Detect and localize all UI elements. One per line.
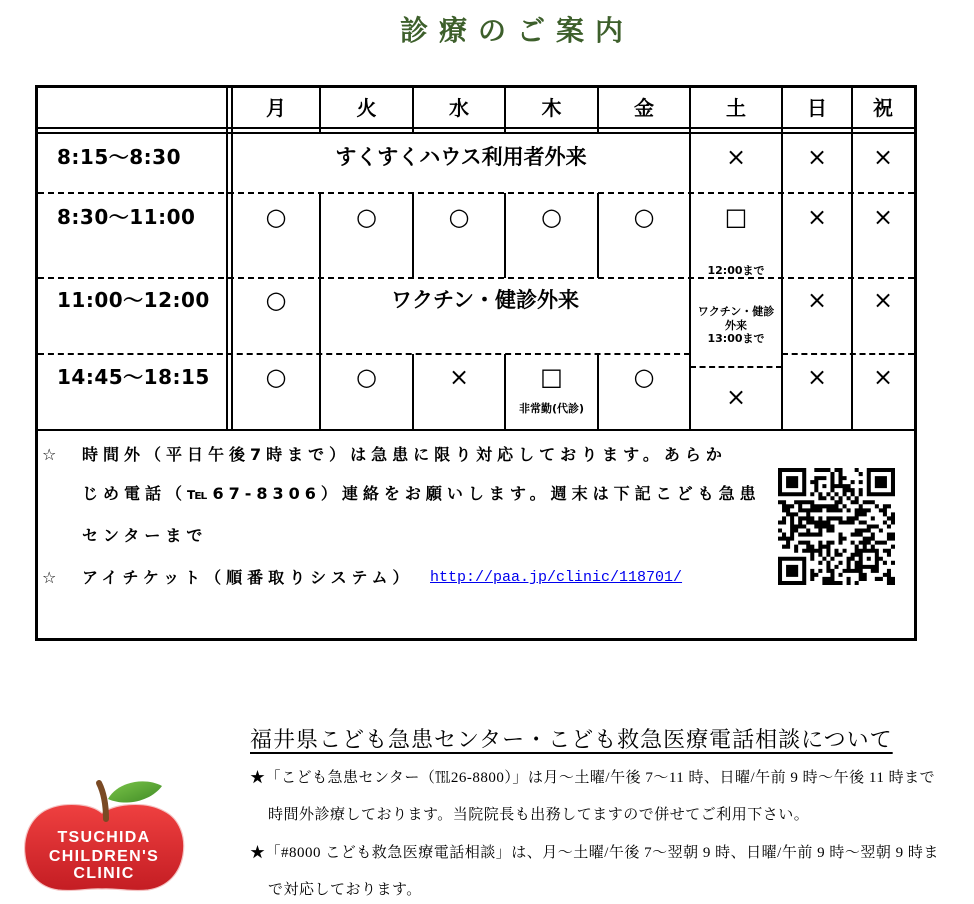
cell-sat-note: 12:00まで [707, 264, 765, 277]
note-line: 時間外（平日午後7時まで）は急患に限り対応しております。あらか [82, 445, 727, 464]
cell-tue: ○ [356, 363, 377, 391]
cell-sat-note [690, 305, 782, 346]
cell-sat: □ [724, 203, 748, 231]
grid-line [226, 88, 228, 430]
note-line: アイチケット（順番取りシステム） [82, 568, 414, 587]
logo-text-line: CLINIC [73, 865, 135, 882]
merged-session-label: ワクチン・健診外来 [391, 288, 579, 312]
qr-code-pattern [778, 468, 895, 585]
cell-wed: × [448, 363, 470, 391]
cell-holiday: × [872, 286, 894, 314]
time-slot-label: 11:00〜12:00 [57, 288, 210, 312]
cell-sun: × [806, 363, 828, 391]
star-icon: ☆ [42, 568, 62, 587]
header-day-holiday: 祝 [873, 96, 893, 120]
header-day-tue: 火 [356, 96, 377, 120]
grid-line [38, 277, 914, 279]
header-day-fri: 金 [634, 96, 654, 120]
cell-mon: ○ [265, 286, 287, 314]
cell-sat: × [725, 383, 747, 411]
header-day-thu: 木 [541, 96, 562, 120]
cell-fri: ○ [633, 363, 655, 391]
grid-line [38, 353, 690, 355]
header-day-wed: 水 [449, 96, 469, 120]
header-day-sat: 土 [726, 96, 746, 120]
qr-code-icon [778, 468, 895, 585]
emergency-item-line: ★「#8000 こども救急医療電話相談」は、月〜土曜/午後 7〜翌朝 9 時、日曜/午前 9 時〜翌朝 9 時ま [250, 845, 939, 861]
cell-sat-note-line: ワクチン・健診 [697, 305, 775, 318]
cell-thu: ○ [541, 203, 562, 231]
grid-line [782, 353, 914, 355]
apple-leaf [108, 781, 162, 802]
cell-sat-note-line: 外来 [725, 318, 747, 332]
time-slot-label: 14:45〜18:15 [57, 365, 210, 389]
cell-wed: ○ [448, 203, 470, 231]
cell-thu: □ [540, 363, 563, 391]
cell-thu-note: 非常勤(代診) [518, 402, 585, 415]
note-line: じめ電話（℡67-8306）連絡をお願いします。週末は下記こども急患 [82, 484, 761, 503]
cell-sat: × [725, 143, 747, 171]
cell-mon: ○ [265, 203, 287, 231]
emergency-item-line: で対応しております。 [268, 882, 422, 898]
header-day-sun: 日 [807, 96, 827, 120]
logo-text-line: TSUCHIDA [57, 829, 151, 846]
emergency-item-line: 時間外診療しております。当院院長も出務してますので併せてご利用下さい。 [268, 807, 810, 823]
star-icon: ☆ [42, 445, 62, 464]
time-slot-label: 8:30〜11:00 [57, 205, 196, 229]
emergency-item-line: ★「こども急患センター（℡26-8800）」は月〜土曜/午後 7〜11 時、日曜/午前 9 時〜午後 11 時まで [250, 770, 936, 786]
grid-line [690, 366, 782, 368]
cell-tue: ○ [356, 203, 377, 231]
cell-sun: × [806, 286, 828, 314]
header-day-mon: 月 [266, 96, 286, 120]
cell-sat-note-line: 13:00まで [707, 332, 765, 345]
merged-session-label: すくすくハウス利用者外来 [335, 145, 587, 169]
clinic-logo [20, 775, 190, 895]
grid-line [38, 192, 914, 194]
grid-line [38, 429, 914, 431]
note-line: センターまで [82, 526, 208, 545]
cell-holiday: × [872, 203, 894, 231]
logo-text-line: CHILDREN'S [48, 848, 160, 865]
grid-line [38, 132, 914, 134]
cell-mon: ○ [265, 363, 287, 391]
cell-sun: × [806, 143, 828, 171]
cell-fri: ○ [633, 203, 655, 231]
cell-sun: × [806, 203, 828, 231]
time-slot-label: 8:15〜8:30 [57, 145, 181, 169]
cell-holiday: × [872, 143, 894, 171]
iticket-link[interactable]: http://paa.jp/clinic/118701/ [430, 569, 683, 586]
page-title: 診療のご案内 [400, 14, 635, 47]
emergency-heading: 福井県こども急患センター・こども救急医療電話相談について [250, 727, 893, 752]
cell-holiday: × [872, 363, 894, 391]
